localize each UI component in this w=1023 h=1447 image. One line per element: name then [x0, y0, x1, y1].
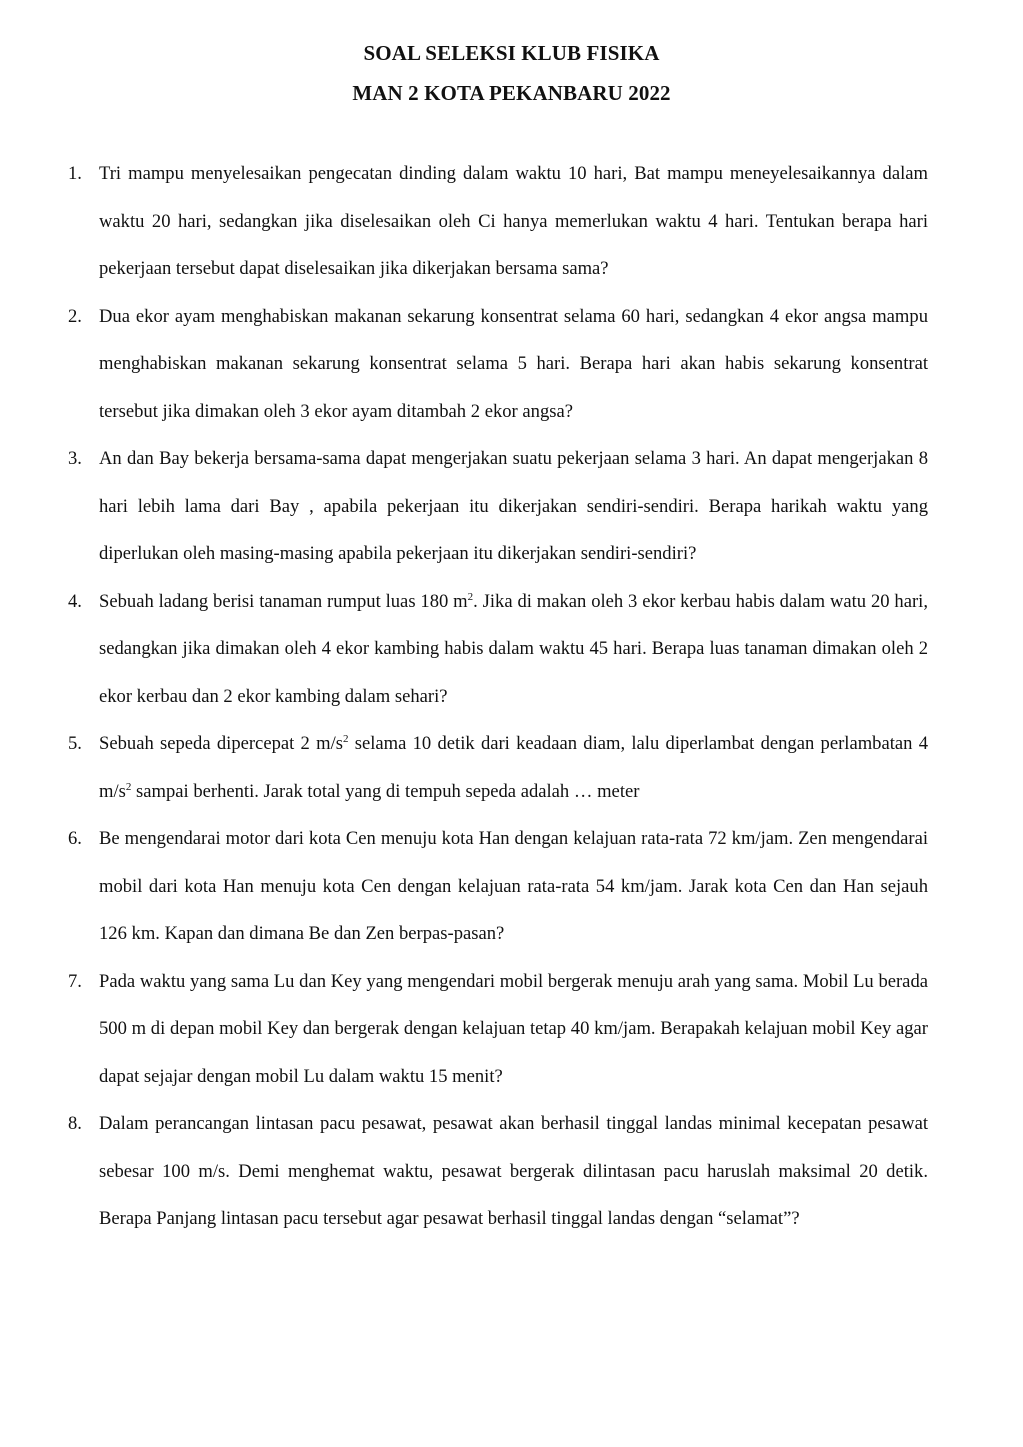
question-item-2 [68, 293, 928, 436]
question-text: An dan Bay bekerja bersama-sama dapat mengerjakan suatu pekerjaan selama 3 hari. An dapat mengerjakan 8 hari lebih lama dari Bay , apabila pekerjaan itu dikerjakan sendiri-sendiri. Berapa harikah waktu yang diperlukan oleh masing-masing apabila pekerjaan itu dikerjakan sendiri-sendiri? [99, 448, 928, 564]
question-item-5 [68, 720, 928, 815]
question-text-part: Sebuah sepeda dipercepat 2 m/s [99, 733, 343, 754]
question-number: 5. [68, 733, 82, 754]
document-subtitle: MAN 2 KOTA PEKANBARU 2022 [352, 81, 671, 105]
question-number: 1. [68, 163, 82, 184]
superscript: 2 [125, 780, 132, 793]
question-text: Dua ekor ayam menghabiskan makanan sekarung konsentrat selama 60 hari, sedangkan 4 ekor angsa mampu menghabiskan makanan sekarung konsentrat selama 5 hari. Berapa hari akan habis sekarung konsentrat tersebut jika dimakan oleh 3 ekor ayam ditambah 2 ekor angsa? [99, 305, 928, 422]
question-text: Tri mampu menyelesaikan pengecatan dinding dalam waktu 10 hari, Bat mampu meneyelesaikannya dalam waktu 20 hari, sedangkan jika diselesaikan oleh Ci hanya memerlukan waktu 4 hari. Tentukan berapa hari pekerjaan tersebut dapat diselesaikan jika dikerjakan bersama sama? [99, 163, 928, 279]
question-item-4 [68, 578, 928, 721]
question-item-1 [68, 150, 928, 293]
document-header [0, 33, 1023, 113]
question-list [68, 150, 928, 1243]
question-number: 2. [68, 305, 82, 327]
question-number: 4. [68, 590, 82, 612]
question-text [99, 720, 928, 815]
superscript: 2 [342, 733, 349, 745]
question-item-6 [68, 815, 928, 958]
question-text-part: sampai berhenti. Jarak total yang di tempuh sepeda adalah … meter [131, 780, 640, 802]
question-item-8 [68, 1100, 928, 1243]
document-title: SOAL SELEKSI KLUB FISIKA [363, 41, 660, 65]
question-text: Pada waktu yang sama Lu dan Key yang mengendari mobil bergerak menuju arah yang sama. Mobil Lu berada 500 m di depan mobil Key dan bergerak dengan kelajuan tetap 40 km/jam. Berapakah kelajuan mobil Key agar dapat sejajar dengan mobil Lu dalam waktu 15 menit? [99, 970, 928, 1087]
superscript: 2 [467, 590, 474, 603]
question-number: 7. [68, 970, 82, 992]
question-text-part: Sebuah ladang berisi tanaman rumput luas 180 m [99, 590, 468, 612]
question-number: 6. [68, 828, 82, 849]
question-number: 8. [68, 1113, 82, 1134]
question-text [99, 578, 928, 721]
question-text: Be mengendarai motor dari kota Cen menuju kota Han dengan kelajuan rata-rata 72 km/jam. Zen mengendarai mobil dari kota Han menuju kota Cen dengan kelajuan rata-rata 54 km/jam. Jarak kota Cen dan Han sejauh 126 km. Kapan dan dimana Be dan Zen berpas-pasan? [99, 828, 928, 944]
question-text: Dalam perancangan lintasan pacu pesawat, pesawat akan berhasil tinggal landas minimal kecepatan pesawat sebesar 100 m/s. Demi menghemat waktu, pesawat bergerak dilintasan pacu haruslah maksimal 20 detik. Berapa Panjang lintasan pacu tersebut agar pesawat berhasil tinggal landas dengan “selamat”? [99, 1113, 928, 1229]
question-item-3 [68, 435, 928, 578]
question-item-7 [68, 958, 928, 1101]
question-text-part: . Jika di makan oleh 3 ekor kerbau habis dalam watu 20 hari, sedangkan jika dimakan oleh 4 ekor kambing habis dalam waktu 45 hari. Berapa luas tanaman dimakan oleh 2 ekor kerbau dan 2 ekor kambing dalam sehari? [99, 590, 928, 707]
question-number: 3. [68, 448, 82, 469]
question-text-part: selama 10 detik dari keadaan diam, lalu diperlambat dengan perlambatan 4 m/s [99, 733, 928, 802]
